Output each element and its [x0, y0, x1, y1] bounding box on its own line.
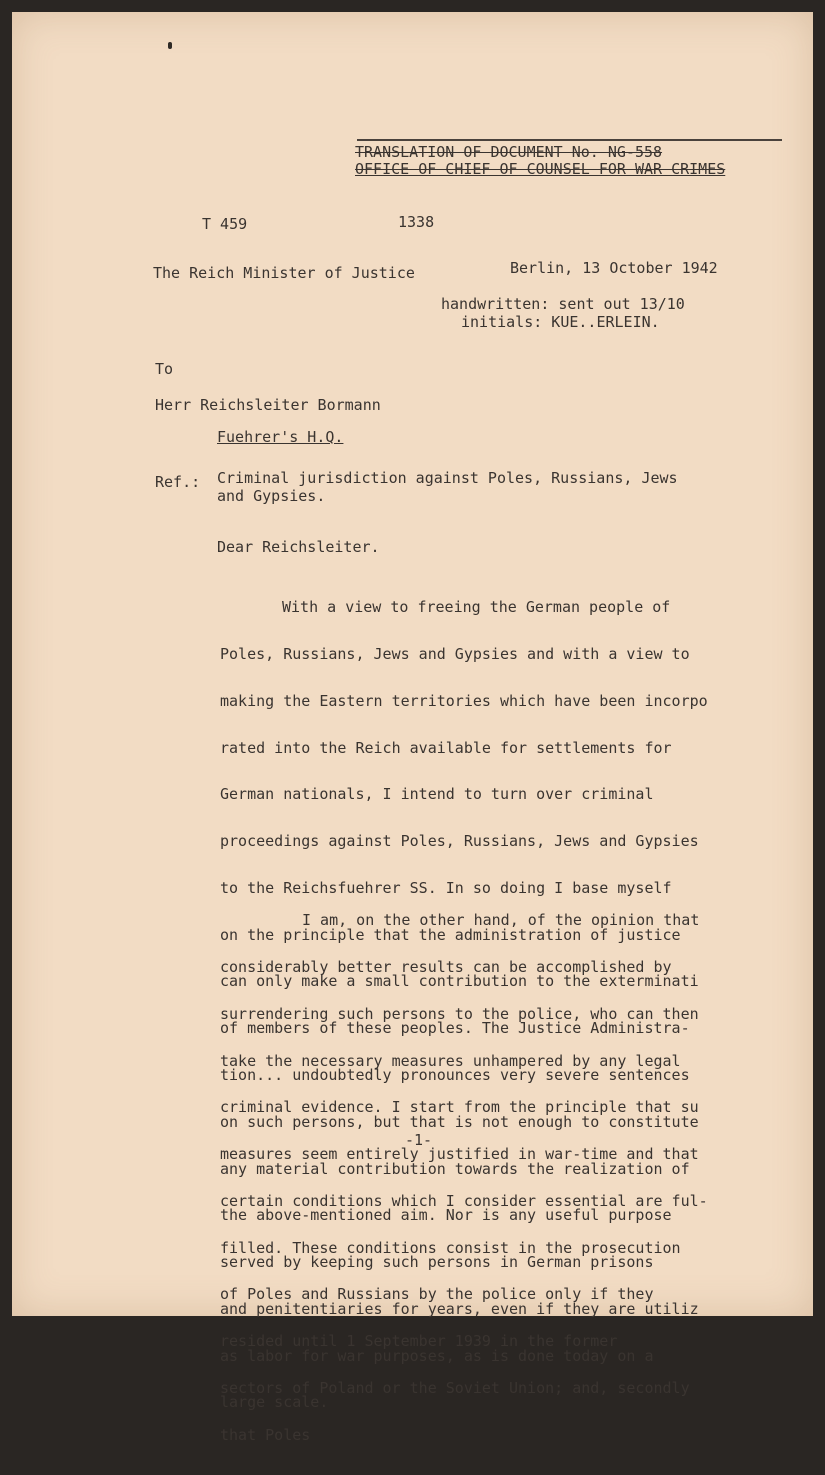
paragraph-line: making the Eastern territories which have been incorpo — [220, 691, 708, 710]
ink-mark — [168, 42, 172, 49]
paragraph-line: considerably better results can be accomplished by — [220, 957, 672, 976]
ref-line-2: and Gypsies. — [217, 487, 326, 505]
to-label: To — [155, 360, 174, 378]
paragraph-line: surrendering such persons to the police, who can then — [220, 1004, 699, 1023]
paragraph-line: German nationals, I intend to turn over criminal — [220, 785, 654, 804]
paragraph-line: Poles, Russians, Jews and Gypsies and with a view to — [220, 644, 690, 663]
paragraph-line: on the principle that the administration of justice — [220, 925, 681, 944]
paragraph-line: sectors of Poland or the Soviet Union; and, secondly — [220, 1379, 690, 1397]
sender: The Reich Minister of Justice — [153, 264, 415, 282]
handwritten-initials: initials: KUE..ERLEIN. — [461, 313, 660, 331]
paragraph-line: measures seem entirely justified in war-time and that — [220, 1145, 699, 1164]
document-page — [12, 12, 813, 1444]
paragraph-line: tion... undoubtedly pronounces very severe sentences — [220, 1066, 690, 1084]
recipient: Herr Reichsleiter Bormann — [155, 396, 381, 414]
paragraph-line: any material contribution towards the realization of — [220, 1159, 690, 1178]
paragraph-line: of members of these peoples. The Justice Administra- — [220, 1019, 690, 1038]
paragraph-line: filled. These conditions consist in the prosecution — [220, 1238, 681, 1257]
letter-date: Berlin, 13 October 1942 — [510, 259, 718, 277]
office-heading: OFFICE OF CHIEF OF COUNSEL FOR WAR CRIMES — [355, 160, 726, 178]
paragraph-line: and penitentiaries for years, even if they are utiliz — [220, 1299, 699, 1318]
paragraph-line: resided until 1 September 1939 in the former — [220, 1332, 618, 1351]
document-number: 1338 — [398, 213, 435, 231]
paragraph-line: rated into the Reich available for settlements for — [220, 738, 672, 757]
paragraph-line: to the Reichsfuehrer SS. In so doing I base myself — [220, 878, 672, 897]
paragraph-line: criminal evidence. I start from the principle that su — [220, 1098, 699, 1117]
paragraph-line: on such persons, but that is not enough to constitute — [220, 1112, 699, 1131]
paragraph-line: the above-mentioned aim. Nor is any useful purpose — [220, 1206, 672, 1225]
paragraph-line: With a view to freeing the German people of — [282, 598, 671, 617]
t-number: T 459 — [202, 215, 248, 233]
header-rule — [357, 139, 782, 141]
paragraph-line: as labor for war purposes, as is done today on a — [220, 1346, 654, 1365]
paragraph-line: take the necessary measures unhampered by any legal — [220, 1051, 681, 1070]
ref-label: Ref.: — [155, 473, 201, 491]
paragraph-line: of Poles and Russians by the police only if they — [220, 1285, 654, 1304]
paragraph-line: I am, on the other hand, of the opinion that — [302, 911, 700, 930]
paragraph-line: proceedings against Poles, Russians, Jews and Gypsies — [220, 832, 699, 851]
paragraph-line: that Poles — [220, 1425, 311, 1444]
paragraph-2 — [220, 878, 708, 1475]
handwritten-note: handwritten: sent out 13/10 — [441, 295, 685, 313]
salutation: Dear Reichsleiter. — [217, 538, 380, 556]
paragraph-line: certain conditions which I consider essential are ful- — [220, 1191, 708, 1210]
ref-line-1: Criminal jurisdiction against Poles, Russians, Jews — [217, 469, 678, 487]
page-footer-number: -1- — [405, 1131, 433, 1149]
translation-heading: TRANSLATION OF DOCUMENT No. NG-558 — [355, 143, 663, 161]
paragraph-line: served by keeping such persons in German prisons — [220, 1253, 654, 1272]
recipient-location: Fuehrer's H.Q. — [217, 428, 344, 446]
paragraph-line: large scale. — [220, 1393, 329, 1412]
paragraph-line: can only make a small contribution to the exterminati — [220, 972, 699, 991]
